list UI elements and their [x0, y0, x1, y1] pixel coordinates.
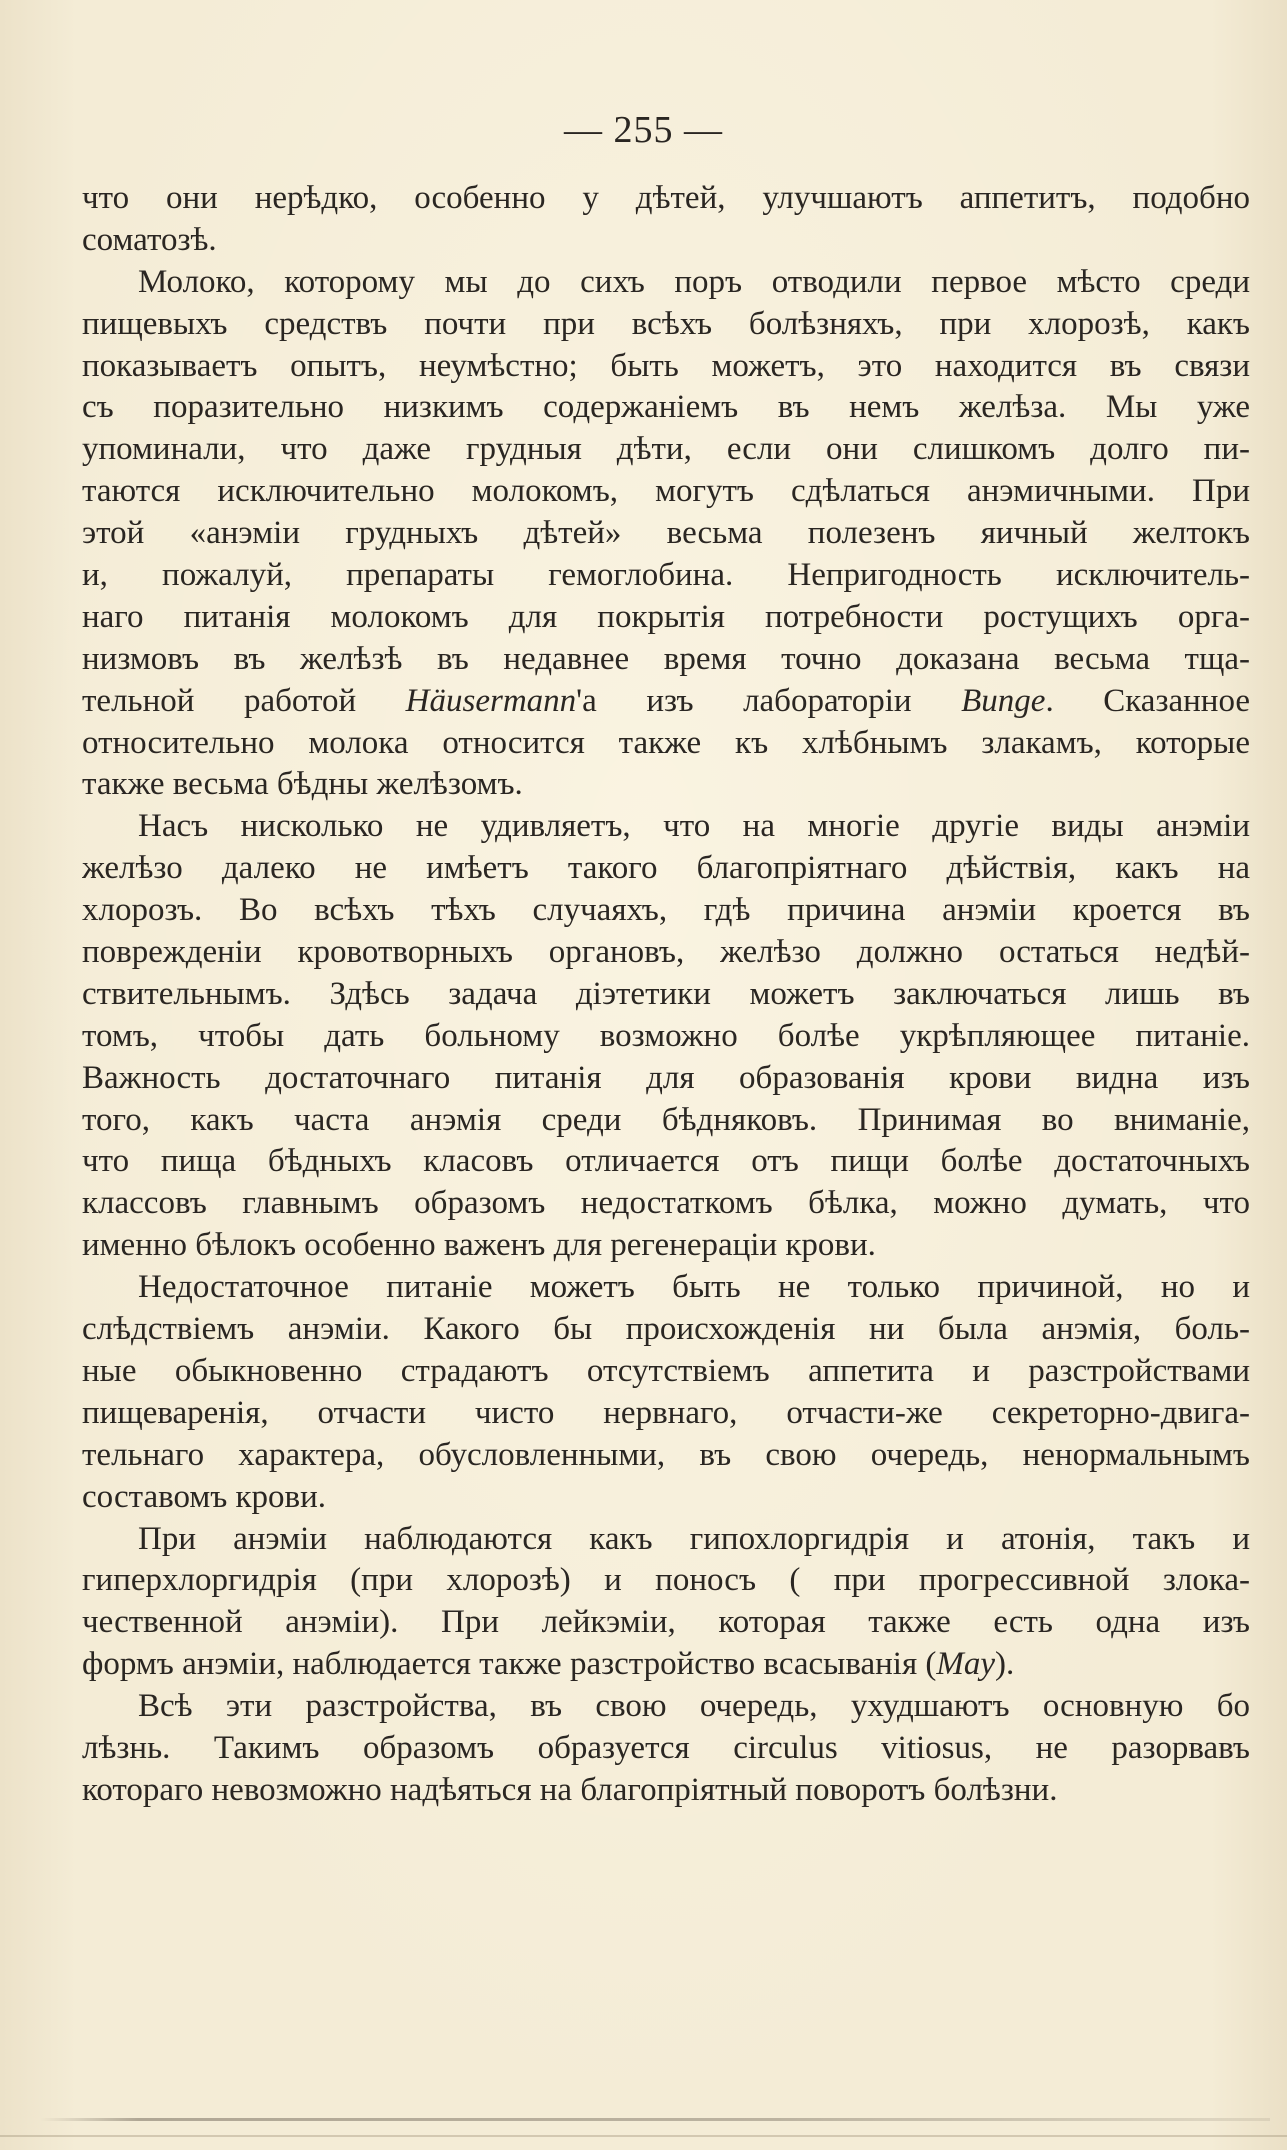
text-line: этой «анэміи грудныхъ дѣтей» весьма полезенъ яичный желтокъ [82, 515, 1250, 552]
text-line: тельнаго характера, обусловленными, въ свою очередь, ненормальнымъ [82, 1436, 1250, 1473]
body-text [82, 178, 1250, 1812]
text-line: низмовъ въ желѣзѣ въ недавнее время точно доказана весьма тща- [82, 640, 1250, 677]
text-line: Всѣ эти разстройства, въ свою очередь, ухудшаютъ основную бо [138, 1688, 1250, 1725]
text-line: таются исключительно молокомъ, могутъ сдѣлаться анэмичными. При [82, 473, 1250, 510]
italic-name: Häusermann [405, 682, 577, 719]
text-line: упоминали, что даже грудныя дѣти, если они слишкомъ долго пи- [82, 431, 1250, 468]
paragraph [82, 178, 1250, 262]
text-line: показываетъ опытъ, неумѣстно; быть можетъ, это находится въ связи [82, 347, 1250, 384]
bottom-rule [40, 2118, 1270, 2121]
text-segment: формъ анэміи, наблюдается также разстройство всасыванія ( [82, 1646, 937, 1683]
paragraph [82, 1267, 1250, 1518]
text-line: При анэміи наблюдаются какъ гипохлоргидрія и атонія, такъ и [138, 1520, 1250, 1557]
paragraph [82, 262, 1250, 807]
text-segment: 'а изъ лабораторіи [576, 682, 962, 719]
text-line: именно бѣлокъ особенно важенъ для регенераціи крови. [82, 1227, 876, 1264]
text-line: также весьма бѣдны желѣзомъ. [82, 766, 523, 803]
text-line: съ поразительно низкимъ содержаніемъ въ немъ желѣза. Мы уже [82, 389, 1250, 426]
paragraph [82, 806, 1250, 1267]
text-line: слѣдствіемъ анэміи. Какого бы происхожденія ни была анэмія, боль- [82, 1311, 1250, 1348]
page-number: — 255 — [564, 109, 723, 151]
text-line: чественной анэміи). При лейкэміи, которая также есть одна изъ [82, 1604, 1250, 1641]
text-line: того, какъ часта анэмія среди бѣдняковъ. Принимая во вниманіе, [82, 1101, 1250, 1138]
text-line: томъ, чтобы дать больному возможно болѣе укрѣпляющее питаніе. [82, 1017, 1250, 1054]
paragraph [82, 1686, 1250, 1812]
text-line: Недостаточное питаніе можетъ быть не только причиной, но и [138, 1269, 1250, 1306]
text-line: относительно молока относится также къ хлѣбнымъ злакамъ, которые [82, 724, 1250, 761]
text-line: и, пожалуй, препараты гемоглобина. Непригодность исключитель- [82, 557, 1250, 594]
text-line: соматозѣ. [82, 221, 217, 258]
text-line: Важность достаточнаго питанія для образованія крови видна изъ [82, 1059, 1250, 1096]
italic-name: May [936, 1646, 996, 1683]
text-line: Молоко, которому мы до сихъ поръ отводили первое мѣсто среди [138, 263, 1250, 300]
text-line: составомъ крови. [82, 1478, 327, 1515]
text-line: классовъ главнымъ образомъ недостаткомъ бѣлка, можно думать, что [82, 1185, 1250, 1222]
text-line: что пища бѣдныхъ класовъ отличается отъ пищи болѣе достаточныхъ [82, 1143, 1250, 1180]
text-line: пищеваренія, отчасти чисто нервнаго, отчасти-же секреторно-двига- [82, 1394, 1250, 1431]
text-line: котораго невозможно надѣяться на благопріятный поворотъ болѣзни. [82, 1771, 1058, 1808]
text-line: что они нерѣдко, особенно у дѣтей, улучшаютъ аппетитъ, подобно [82, 180, 1250, 216]
text-segment: тельной работой [82, 682, 406, 719]
text-line: желѣзо далеко не имѣетъ такого благопріятнаго дѣйствія, какъ на [82, 850, 1250, 887]
text-line [82, 681, 1250, 723]
text-line: ствительнымъ. Здѣсь задача діэтетики можетъ заключаться лишь въ [82, 975, 1250, 1012]
paragraph [82, 1519, 1250, 1687]
text-line: поврежденіи кровотворныхъ органовъ, желѣзо должно остаться недѣй- [82, 934, 1250, 971]
bottom-edge [0, 2135, 1287, 2137]
text-line: пищевыхъ средствъ почти при всѣхъ болѣзняхъ, при хлорозѣ, какъ [82, 305, 1250, 342]
text-line: гиперхлоргидрія (при хлорозѣ) и поносъ ( при прогрессивной злока- [82, 1562, 1250, 1599]
text-segment: . Сказанное [1045, 682, 1250, 719]
text-line: наго питанія молокомъ для покрытія потребности ростущихъ орга- [82, 598, 1250, 635]
text-line: Насъ нисколько не удивляетъ, что на многіе другіе виды анэміи [138, 808, 1250, 845]
text-line [82, 1644, 1250, 1686]
text-line: хлорозъ. Во всѣхъ тѣхъ случаяхъ, гдѣ причина анэміи кроется въ [82, 892, 1250, 929]
text-line: ные обыкновенно страдаютъ отсутствіемъ аппетита и разстройствами [82, 1352, 1250, 1389]
text-line: лѣзнь. Такимъ образомъ образуется circulus vitiosus, не разорвавъ [82, 1729, 1250, 1766]
text-segment: ). [995, 1646, 1015, 1683]
italic-name: Bunge [961, 682, 1046, 719]
